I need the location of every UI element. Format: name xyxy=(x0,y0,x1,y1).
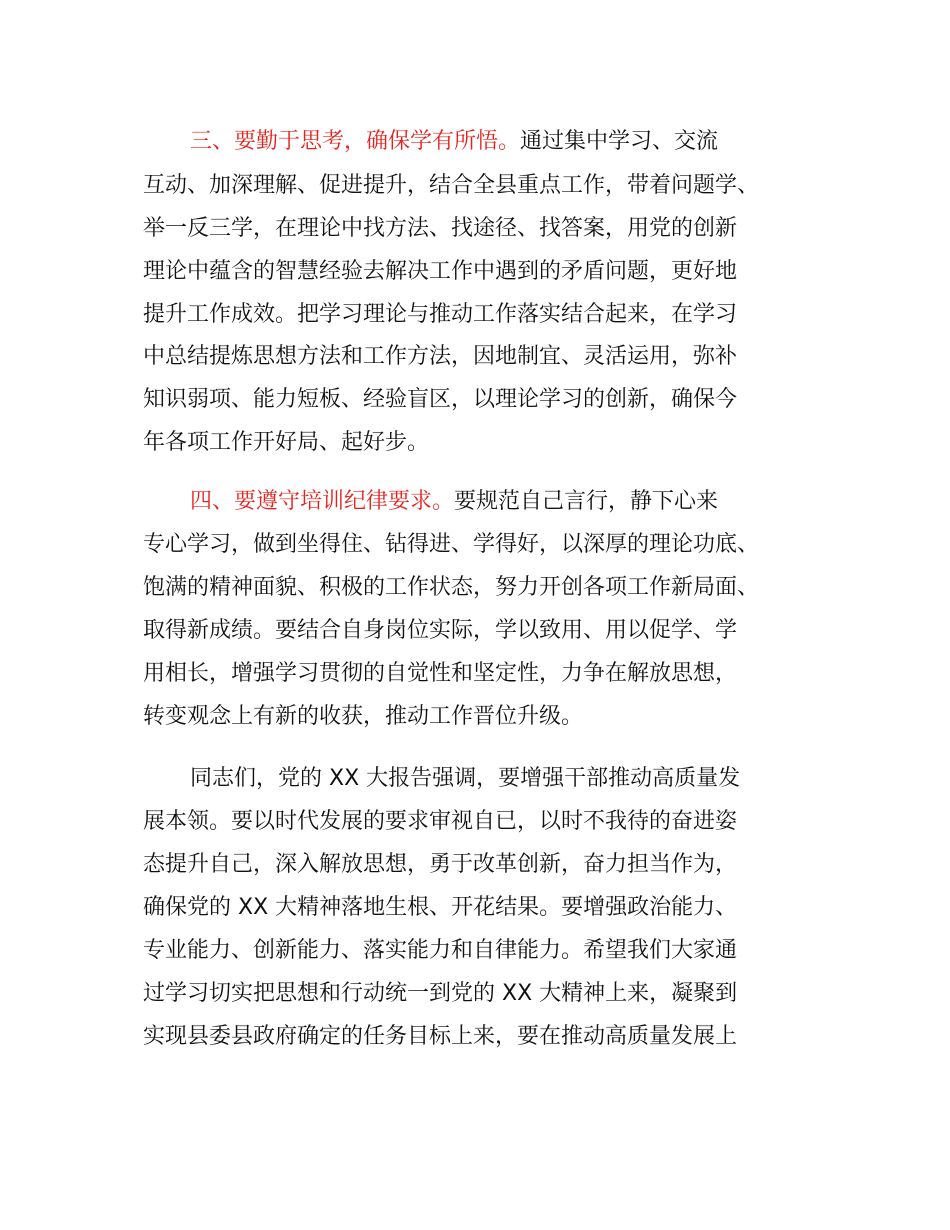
paragraph-line: 年各项工作开好局、起好步。 xyxy=(143,430,430,455)
paragraph-line: 专业能力、创新能力、落实能力和自律能力。希望我们大家通 xyxy=(143,938,738,963)
paragraph-line: 用相长，增强学习贯彻的自觉性和坚定性，力争在解放思想， xyxy=(143,661,738,686)
paragraph-line: 理论中蕴含的智慧经验去解决工作中遇到的矛盾问题，更好地 xyxy=(143,259,738,284)
paragraph-line xyxy=(190,487,718,517)
paragraph-line: 同志们，党的 XX 大报告强调，要增强干部推动高质量发 xyxy=(190,766,741,791)
section-heading: 四、要遵守培训纪律要求。 xyxy=(190,489,455,514)
paragraph-line: 转变观念上有新的收获，推动工作晋位升级。 xyxy=(143,704,584,729)
paragraph-line: 举一反三学，在理论中找方法、找途径、找答案，用党的创新 xyxy=(143,216,738,241)
paragraph-line: 专心学习，做到坐得住、钻得进、学得好，以深厚的理论功底、 xyxy=(143,532,760,557)
paragraph-line: 饱满的精神面貌、积极的工作状态，努力开创各项工作新局面、 xyxy=(143,575,760,600)
paragraph-line: 互动、加深理解、促进提升，结合全县重点工作，带着问题学、 xyxy=(143,173,760,198)
paragraph-line: 实现县委县政府确定的任务目标上来，要在推动高质量发展上 xyxy=(143,1024,738,1049)
paragraph-line: 取得新成绩。要结合自身岗位实际，学以致用、用以促学、学 xyxy=(143,618,738,643)
paragraph-line: 确保党的 XX 大精神落地生根、开花结果。要增强政治能力、 xyxy=(143,895,738,920)
paragraph-line: 提升工作成效。把学习理论与推动工作落实结合起来，在学习 xyxy=(143,302,738,327)
paragraph-line: 展本领。要以时代发展的要求审视自已，以时不我待的奋进姿 xyxy=(143,809,738,834)
section-heading: 三、要勤于思考，确保学有所悟。 xyxy=(190,129,521,154)
paragraph-line: 态提升自己，深入解放思想，勇于改革创新，奋力担当作为， xyxy=(143,852,738,877)
paragraph-line: 中总结提炼思想方法和工作方法，因地制宜、灵活运用，弥补 xyxy=(143,344,738,369)
line-text: 通过集中学习、交流 xyxy=(520,129,719,154)
line-text: 要规范自己言行，静下心来 xyxy=(454,489,719,514)
paragraph-line: 过学习切实把思想和行动统一到党的 XX 大精神上来，凝聚到 xyxy=(143,981,738,1006)
paragraph-line xyxy=(190,127,718,157)
paragraph-line: 知识弱项、能力短板、经验盲区，以理论学习的创新，确保今 xyxy=(143,387,738,412)
